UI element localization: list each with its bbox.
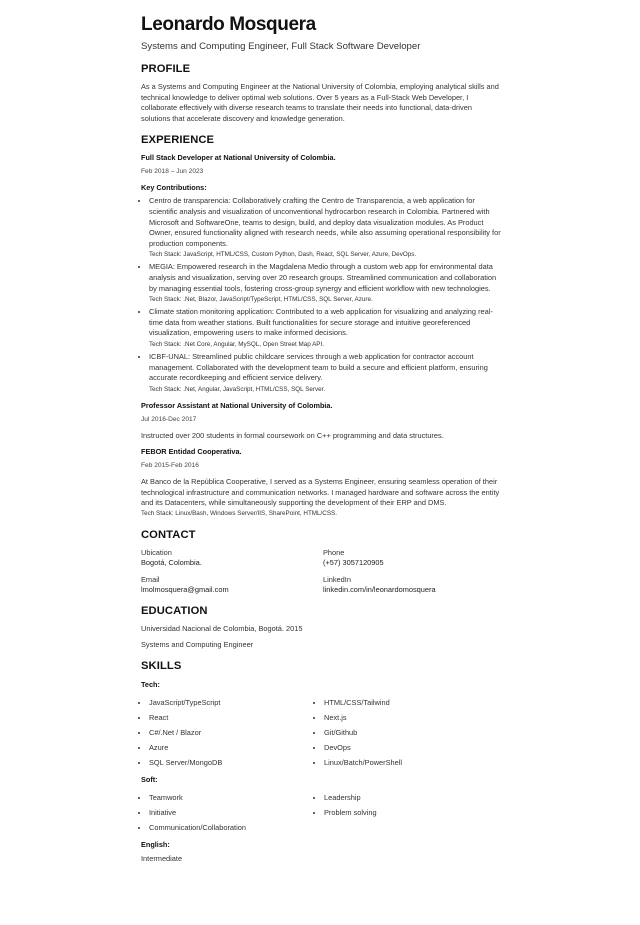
list-item: • Git/Github bbox=[324, 725, 499, 740]
phone-label: Phone bbox=[323, 548, 345, 558]
tech-stack: Tech Stack: .Net, Blazor, JavaScript/TypeScript, HTML/CSS, SQL Server, Azure. bbox=[149, 296, 373, 304]
candidate-name: Leonardo Mosquera bbox=[141, 14, 316, 35]
contact-heading: CONTACT bbox=[141, 529, 196, 542]
email-link[interactable]: lmolmosquera@gmail.com bbox=[141, 585, 229, 595]
job-entry bbox=[141, 153, 501, 394]
job-dates: Feb 2018 – Jun 2023 bbox=[141, 168, 204, 176]
contact-email bbox=[141, 575, 323, 595]
education-heading: EDUCATION bbox=[141, 605, 208, 618]
education-school: Universidad Nacional de Colombia, Bogotá. 2015 bbox=[141, 624, 303, 634]
list-item: • Teamwork bbox=[149, 790, 324, 805]
contribution-text: ICBF-UNAL: Streamlined public childcare services through a web application for contractor account management. Collaborated with the development team to build a secure and efficient platform, ensuring accurate recordkeeping and efficient service delivery. bbox=[149, 351, 488, 383]
linkedin-link[interactable]: linkedin.com/in/leonardomosquera bbox=[323, 585, 436, 595]
email-label: Email bbox=[141, 575, 160, 585]
job-description: At Banco de la República Cooperative, I served as a Systems Engineer, ensuring seamless operation of their technological infrastructure and communication networks. I managed hardware and software across the entity and its Datacenters, while simultaneously supporting the development of their ERP and DMS. bbox=[141, 477, 500, 508]
tech-stack: Tech Stack: .Net, Angular, JavaScript, HTML/CSS, SQL Server. bbox=[149, 385, 326, 393]
profile-text: As a Systems and Computing Engineer at the National University of Colombia, employing analytical skills and technical knowledge to deliver optimal web solutions. Over 5 years as a Full-Stack Web Developer, I collaborate effectively with diverse research teams to translate their needs into functional, data-driven solutions that accelerate discovery and knowledge generation. bbox=[141, 82, 499, 123]
list-item: • HTML/CSS/Tailwind bbox=[324, 695, 499, 710]
list-item: • Communication/Collaboration bbox=[149, 820, 324, 835]
job-title: Full Stack Developer at National University of Colombia. bbox=[141, 153, 336, 163]
ubication-label: Ubication bbox=[141, 548, 172, 558]
list-item bbox=[149, 307, 501, 350]
contact-phone bbox=[323, 548, 503, 568]
job-entry bbox=[141, 447, 501, 519]
list-item: • Linux/Batch/PowerShell bbox=[324, 755, 499, 770]
list-item: • Next.js bbox=[324, 710, 499, 725]
soft-skills-label: Soft: bbox=[141, 775, 158, 785]
education-block bbox=[141, 624, 501, 650]
job-dates: Feb 2015-Feb 2016 bbox=[141, 462, 199, 470]
job-title: FEBOR Entidad Cooperativa. bbox=[141, 447, 242, 457]
job-description: Instructed over 200 students in formal coursework on C++ programming and data structures. bbox=[141, 430, 444, 440]
contact-grid bbox=[141, 548, 501, 595]
ubication-value: Bogotá, Colombia. bbox=[141, 558, 202, 568]
key-contributions-label: Key Contributions: bbox=[141, 183, 207, 193]
list-item bbox=[149, 196, 501, 260]
candidate-subtitle: Systems and Computing Engineer, Full Stack Software Developer bbox=[141, 41, 421, 52]
resume-sheet bbox=[141, 14, 501, 865]
tech-stack: Tech Stack: JavaScript, HTML/CSS, Custom Python, Dash, React, SQL Server, Azure, DevOps. bbox=[149, 251, 417, 259]
list-item: • Leadership bbox=[324, 790, 499, 805]
list-item: • C#/.Net / Blazor bbox=[149, 725, 324, 740]
job-title: Professor Assistant at National University of Colombia. bbox=[141, 400, 333, 410]
education-degree: Systems and Computing Engineer bbox=[141, 639, 254, 649]
list-item: • Azure bbox=[149, 740, 324, 755]
tech-stack: Tech Stack: .Net Core, Angular, MySQL, Open Street Map API. bbox=[149, 340, 324, 348]
contact-linkedin bbox=[323, 575, 503, 595]
contribution-text: MEGIA: Empowered research in the Magdalena Medio through a custom web app for environmental data analysis and visualization, serving over 20 research groups. Streamlined communication and collaboration by managing essential tools, fostering cross-group synergy and efficient workflow with new technologies. bbox=[149, 262, 497, 293]
job-entry bbox=[141, 401, 501, 442]
phone-value[interactable]: (+57) 3057120905 bbox=[323, 558, 384, 568]
job-dates: Jul 2016-Dec 2017 bbox=[141, 415, 197, 423]
tech-skills-list bbox=[141, 695, 501, 770]
skills-heading: SKILLS bbox=[141, 660, 182, 673]
tech-stack: Tech Stack: Linux/Bash, Windows Server/IIS, SharePoint, HTML/CSS. bbox=[141, 510, 337, 518]
experience-heading: EXPERIENCE bbox=[141, 134, 215, 147]
tech-skills-label: Tech: bbox=[141, 680, 160, 690]
contact-ubication bbox=[141, 548, 323, 568]
list-item: • Problem solving bbox=[324, 805, 499, 820]
contributions-list bbox=[141, 196, 501, 394]
list-item: • Initiative bbox=[149, 805, 324, 820]
list-item bbox=[149, 352, 501, 395]
list-item: • SQL Server/MongoDB bbox=[149, 755, 324, 770]
soft-skills-list bbox=[141, 790, 501, 835]
contribution-text: Centro de transparencia: Collaboratively crafting the Centro de Transparencia, a web application for scientific analysis and visualization of unconventional hydrocarbon research in Colombia. Partnered with Microsoft and SoftwareOne, teams to design, build, and deploy data visualization modules. As Product Owner, ensured functionality aligned with research needs, while also assuming operational responsibility for production components. bbox=[149, 196, 501, 248]
profile-heading: PROFILE bbox=[141, 63, 191, 75]
linkedin-label: LinkedIn bbox=[323, 575, 351, 585]
english-level: Intermediate bbox=[141, 854, 183, 864]
list-item bbox=[149, 262, 501, 305]
english-label: English: bbox=[141, 840, 170, 850]
contribution-text: Climate station monitoring application: Contributed to a web application for visualizing and analyzing real-time data from weather stations. Built functionalities for secure storage and intuitive georeferenced visualization, empowering users to make informed decisions. bbox=[149, 307, 493, 338]
list-item: • React bbox=[149, 710, 324, 725]
list-item: • DevOps bbox=[324, 740, 499, 755]
list-item: • JavaScript/TypeScript bbox=[149, 695, 324, 710]
